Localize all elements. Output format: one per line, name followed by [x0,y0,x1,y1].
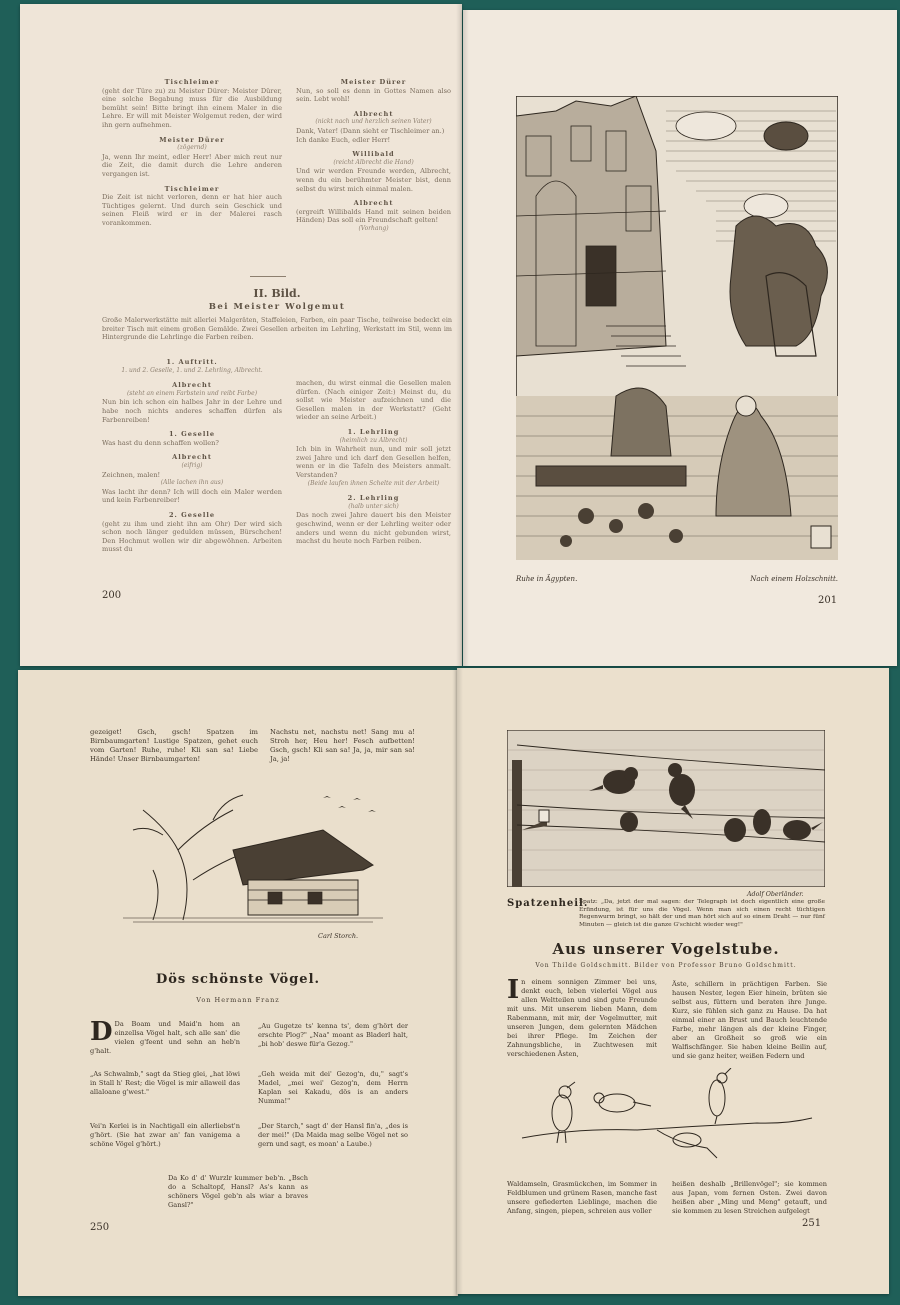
stage-direction: (nickt nach und herzlich seinen Vater) [315,118,432,126]
dialogue-text: machen, du wirst einmal die Gesellen malen dürfen. (Nach einiger Zeit:) Meinst du, du sollst wie Meister aufzeichnen und die Gesellen malen in der Werkstatt? (Geht wieder an seine Arbeit.) [296,379,451,422]
poem-stanza-1-right: „Au Gugetze ts' kenna ts', dem g'hört der erschte Plog?" „Naa" moant as Bladerl halt, „bi hob' deswe für'a Gezog." [258,1022,408,1048]
speaker-name: Albrecht [172,453,212,462]
poem-author: Von Hermann Franz [196,996,280,1004]
article-bottom-left: Waldamseln, Grasmückchen, im Sommer in Feldblumen und grünem Rasen, manche fast unsere gefiederten Lieblinge, machen die Anfang, singen, piepen, schreien aus voller [507,1180,657,1215]
page-250-top-right-text: Nachstu net, nachstu net! Sang mu a! Stroh her, Heu her! Fesch aufbetten! Gsch, gsch! Kli san sa! Ja, ja, mir san sa! Ja, ja! [270,728,415,763]
farmhouse-illustration [123,790,383,925]
article-bottom-right: heißen deshalb „Brillenvögel"; sie kommen aus Japan, vom fernen Osten. Zwei davon heißen aber „Ming und Meng" getauft, und sie kommen zu lesen Streichen aufgelegt [672,1180,827,1215]
scene-intro: Große Malerwerkstätte mit allerlei Malgeräten, Staffeleien, Farben, ein paar Tische, teilweise bedeckt ein breiter Tisch mit einem großen Gemälde. Zwei Gesellen arbeiten im Lehrling, Werkstatt im Stil, wenn im Hintergrunde die Lehrlinge die Farben reiben. [102,316,452,342]
image-caption: Ruhe in Ägypten. [516,575,578,583]
dialogue-text: Nun, so soll es denn in Gottes Namen also sein. Lebt wohl! [296,86,451,104]
cartoon-title: Spatzenheil. [507,898,589,909]
article-column-2: Äste, schillern in prächtigen Farben. Sie hausen Nester, legen Eier hinein, brüten sie selbst aus, füttern und beraten ihre Junge. Kurz, sie fühlen sich ganz zu Hause. Da hat einmal einer an Brust und Bauch leuchtende Farbe, mehr längen als der kleine Finger, aber an Großheit so groß wie ein Walfischfänger. Sie haben kleine Beilin auf, und sie ganz heiter, weißen Federn und [672,980,827,1060]
page-fold-shadow [463,10,469,666]
dialogue-text: Das noch zwei Jahre dauert bis den Meister geschwind, wenn er der Lehrling weiter oder anders und wenn du nicht gebunden wirst, machst du heute noch Farben reiben. [296,511,451,546]
page-fold-shadow [457,668,463,1294]
page-200-column-4 [296,379,451,546]
poem-stanza-2-right: „Geh weida mit dei' Gezog'n, du," sagt's Madel, „mei wei' Gezog'n, dem Herrn Kaplan sei Kakadu, dös is an anders Numma!" [258,1070,408,1105]
dialogue-text: Die Zeit ist nicht verloren, denn er hat hier auch Tüchtiges gelernt. Und durch sein Geschick und seinen Fleiß wird er in der Malerei rasch vorankommen. [102,193,282,227]
stage-direction: (eifrig) [181,461,203,469]
page-251 [457,668,889,1294]
image-source: Nach einem Holzschnitt. [750,575,838,583]
poem-title: Dös schönste Vögel. [155,972,321,987]
stage-direction: (Alle lachen ihn aus) [160,479,224,487]
stage-direction: (zögernd) [177,144,207,152]
dialogue-text: Ja, wenn Ihr meint, edler Herr! Aber mich reut nur die Zeit, die damit durch die Lehre anderen vergangen ist. [102,152,282,178]
speaker-name: 1. Lehrling [347,427,400,436]
stage-direction: (reicht Albrecht die Hand) [333,158,414,166]
speaker-name: Meister Dürer [159,135,225,144]
illustration-credit: Adolf Oberländer. [747,891,804,898]
dialogue-text: Und wir werden Freunde werden, Albrecht, wenn du ein berühmter Meister bist, denn selbst du wirst mich einmal malen. [296,167,451,193]
article-column-1 [507,975,657,1059]
sparrows-on-wire-illustration [507,730,825,887]
page-200-column-1 [102,72,282,228]
dialogue-text: (ergreift Willibalds Hand mit seinen beiden Händen) Das soll ein Freundschaft gelten! [296,207,451,225]
scene-subtitle: Bei Meister Wolgemut [208,302,346,312]
stage-direction: (Beide laufen ihnen Schelte mit der Arbeit) [307,479,440,487]
poem-stanza-3-left: Vei'n Kerlei is in Nachtigall ein allerliebst'n g'hört. (Sie hat zwar an' fan vanigema a schöne Vögel g'hört.) [90,1122,240,1148]
dialogue-text: Ich danke Euch, edler Herr! [296,135,391,144]
page-number: 250 [90,1222,110,1233]
speaker-name: Tischleimer [164,78,220,86]
poem-stanza-3-right: „Der Starch," sagt d' der Hansl fin'a, „des is der mei!" (Da Maida mag selbe Vögel net so gern und sagt, es moan' a Laube.) [258,1122,408,1148]
page-fold-shadow [456,4,462,666]
poem-final-stanza: Da Ko d' d' Wurzlr kummer beb'n. „Bsch do a Schaltopf, Hansl? As's kann as schöners Vögel geb'n als wiar a braves Gansl?" [168,1174,308,1209]
page-200-column-3 [102,352,282,554]
dialogue-text: Ich bin in Wahrheit nun, und mir soll jetzt zwei Jahre und ich darf den Gesellen helfen, wenn er in die Tafeln des Meisters anmalt. Verstanden? [296,445,451,479]
page-200 [20,4,462,666]
dialogue-text: Nun bin ich schon ein halbes Jahr in der Lehre und habe noch nichts anderes schaffen dürfen als Farbenreiben! [102,398,282,424]
poem-stanza-2-left: „As Schwalmb," sagt da Stieg glei, „hat löwi in Stall h' Rest; die Vögel is mir allaweil das allaloane g'west." [90,1070,240,1096]
birds-on-branch-illustration [517,1068,817,1178]
stage-direction: (Vorhang) [358,224,389,232]
scene-title: II. Bild. [253,287,301,300]
cartoon-caption: Spatz: „Da, jetzt der mal sagen: der Telegraph ist doch eigentlich eine große Erfindung, ist für uns die Vögel. Wenn man sich einen recht tüchtigen Regenwurm bringt, so hält der und man hört sich auf so einem Draht — nur fünf Minuten — gleich ist die ganze G'schicht wieder weg!" [579,899,825,928]
dialogue-text: Was hast du denn schaffen wollen? [102,438,219,447]
poem-dropcap: D [90,1017,113,1047]
illustration-credit: Carl Storch. [318,932,359,940]
poem-stanza-1-left [90,1017,240,1056]
speaker-name: 2. Lehrling [347,494,400,503]
speaker-name: Tischleimer [164,184,220,193]
dialogue-text: Dank, Vater! (Dann sieht er Tischleimer an.) [296,126,445,135]
dialogue-text: Zeichnen, malen! [102,470,161,479]
article-byline: Von Thilde Goldschmitt. Bilder von Professor Bruno Goldschmitt. [535,962,797,969]
woodcut-illustration-rest-in-egypt [516,96,838,560]
stage-direction: (halb unter sich) [348,502,399,510]
speaker-name: Meister Dürer [340,78,407,86]
page-number: 251 [802,1218,822,1229]
poem-text: Da Boam und Maid'n hom an einzellsa Vögel halt, sch alle san' die vielen g'feent und sehn an heb'n g'halt. [90,1020,240,1055]
speaker-name: Albrecht [353,199,394,208]
page-200-column-2 [296,72,451,234]
speaker-name: Willibald [352,150,395,159]
dialogue-text: Was lacht ihr denn? Ich will doch ein Maler werden und kein Farbenreiber! [102,487,282,505]
dialogue-text: (geht der Türe zu) zu Meister Dürer: Meister Dürer, eine solche Begabung muss für die Ausbildung bemüht sein! Bitte bringt ihn einem Maler in die Lehre. Er will mit Meister Wolgemut reden, der wird ihn gern aufnehmen. [102,86,282,129]
speaker-name: Albrecht [353,109,394,118]
article-heading: Aus unserer Vogelstube. [552,940,780,958]
speaker-name: Albrecht [172,381,212,390]
speaker-name: 1. Geselle [168,430,216,439]
page-250 [18,670,458,1296]
stage-direction: (heimlich zu Albrecht) [339,436,408,444]
stage-direction: (steht an einem Farbstein und reibt Farbe) [126,389,258,397]
page-250-top-left-text: gezeiget! Gsch, gsch! Spatzen im Birnbaumgarten! Lustige Spatzen, gehet euch vom Garten! Ruhe, ruhe! Kli san sa! Liebe Hände! Unser Birnbaumgarten! [90,728,258,763]
page-201 [463,10,897,666]
article-text: n einem sonnigen Zimmer bei uns, denkt euch, leben vielerlei Vögel aus allen Weltteilen und sind gute Freunde mit uns. Mit unserem lieben Mann, dem Rabenmann, mit mir, der Vogelmutter, mit unseren Jungen, dem gelernten Mädchen bei ihrer Pflege. Im Zeichen der Zahnungsbliche, in Zuchtwesen mit verschiedenen Ästen, [507,978,657,1058]
speaker-name: 2. Geselle [168,510,216,519]
stage-direction: 1. und 2. Geselle, 1. und 2. Lehrling, Albrecht. [121,366,263,374]
speaker-name: 1. Auftritt. [166,358,218,366]
page-number: 200 [102,590,122,601]
article-dropcap: I [507,975,520,1005]
section-divider [250,276,286,277]
dialogue-text: (geht zu ihm und zieht ihn am Ohr) Der wird sich schon noch länger gedulden müssen, Bürschchen! Den Hochmut wollen wir dir abgewöhnen. Arbeiten musst du [102,519,282,554]
page-number: 201 [818,595,838,606]
